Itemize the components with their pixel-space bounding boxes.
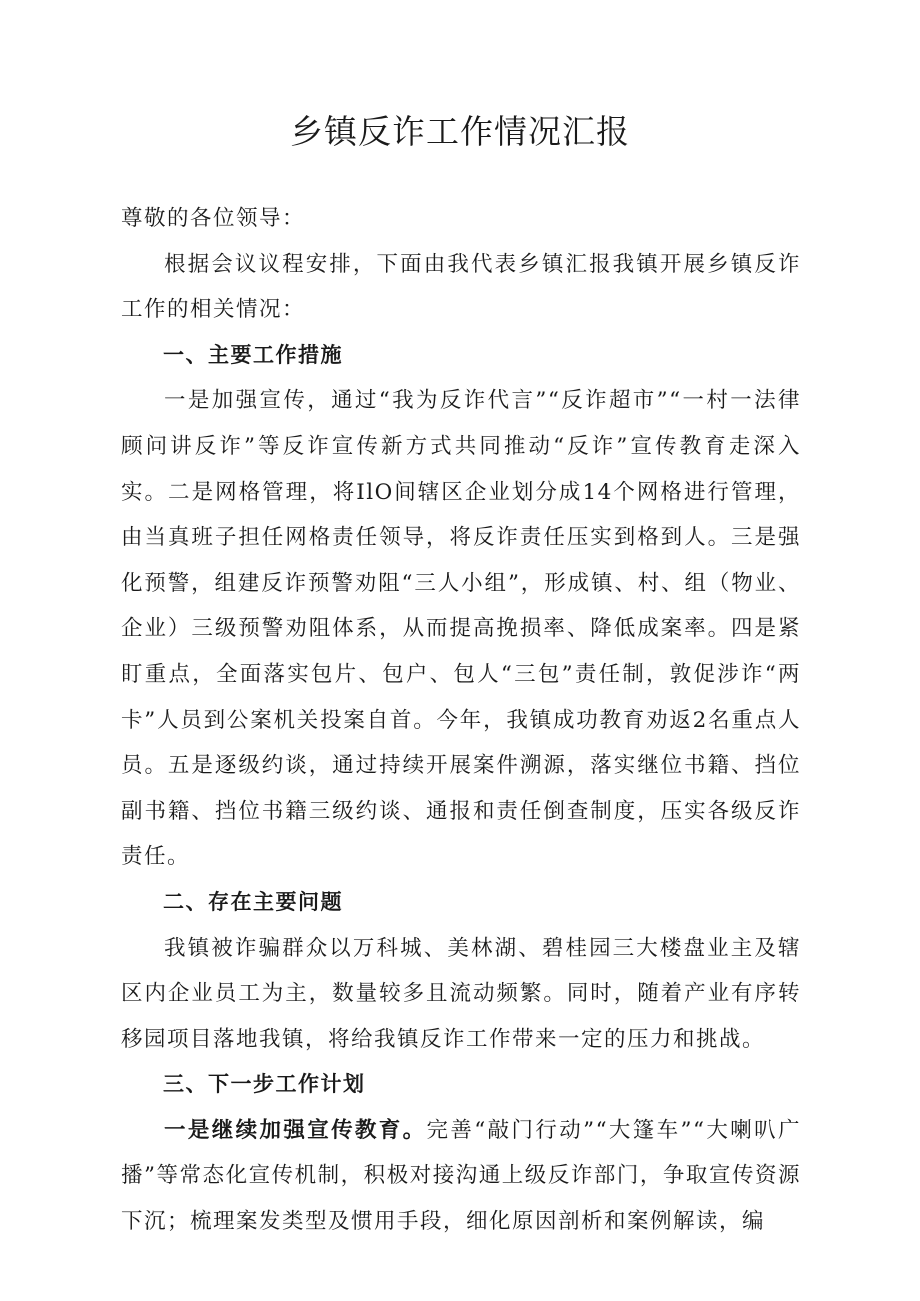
section-heading-problems: 二、存在主要问题 (163, 889, 343, 914)
salutation: 尊敬的各位领导： (121, 206, 306, 231)
plan-paragraph-text: 完善“敲门行动”“大篷车”“大喇叭广播”等常态化宣传机制，积极对接沟通上级反诈部门，争取宣传资源下沉；梳理案发类型及惯用手段，细化原因剖析和案例解读，编 (121, 1117, 801, 1235)
page-title: 乡镇反诈工作情况汇报 (290, 112, 630, 151)
intro-paragraph: 根据会议议程安排，下面由我代表乡镇汇报我镇开展乡镇反诈工作的相关情况： (121, 251, 801, 323)
problems-paragraph: 我镇被诈骗群众以万科城、美林湖、碧桂园三大楼盘业主及辖区内企业员工为主，数量较多且流动频繁。同时，随着产业有序转移园项目落地我镇，将给我镇反诈工作带来一定的压力和挑战。 (121, 935, 801, 1052)
measures-paragraph: 一是加强宣传，通过“我为反诈代言”“反诈超市”“一村一法律顾问讲反诈”等反诈宣传新方式共同推动“反诈”宣传教育走深入实。二是网格管理，将IlO间辖区企业划分成14个网格进行管理，由当真班子担任网格责任领导，将反诈责任压实到格到人。三是强化预警，组建反诈预警劝阻“三人小组”，形成镇、村、组（物业、企业）三级预警劝阻体系，从而提高挽损率、降低成案率。四是紧盯重点，全面落实包片、包户、包人“三包”责任制，敦促涉诈“两卡”人员到公案机关投案自首。今年，我镇成功教育劝返2名重点人员。五是逐级约谈，通过持续开展案件溯源，落实继位书籍、挡位副书籍、挡位书籍三级约谈、通报和责任倒查制度，压实各级反诈责任。 (121, 388, 801, 870)
section-heading-plan: 三、下一步工作计划 (163, 1072, 366, 1097)
plan-paragraph (121, 1108, 801, 1245)
plan-lead-sentence: 一是继续加强宣传教育。 (164, 1117, 427, 1143)
section-heading-measures: 一、主要工作措施 (163, 342, 343, 367)
document-body (121, 196, 801, 1245)
